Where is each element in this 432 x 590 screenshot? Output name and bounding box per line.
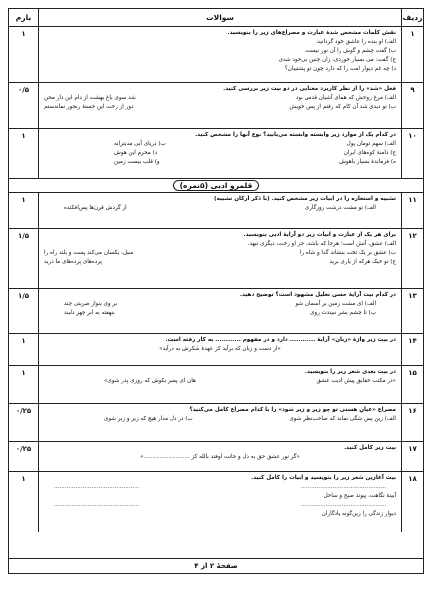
option: د) محرم این هوش [114,150,158,156]
question-score: ۰/۵ [9,83,39,128]
question-row [9,472,423,532]
hemistich: سیل، یکسان می‌کند پست و بلند راه را [44,250,134,256]
question-row [9,289,423,334]
question-row [9,129,423,179]
question-score: ۰/۲۵ [9,404,39,441]
verse-pair [44,94,396,103]
question-body [39,366,401,403]
question-number: ۱ [401,27,423,82]
hemistich: ج) تو خیک هرکه از یاری برید [329,259,396,265]
verse-pair [44,377,396,386]
hemistich: ب) عشق بر یک تخت بنشاند گدا و شاه را [299,250,396,256]
page-footer: صفحهٔ ۲ از ۴ [9,558,423,573]
question-number: ۱۶ [401,404,423,441]
question-text: مصراع «عیانِ هستی تو چو زیر و زبر شود» را با کدام مصراع کامل می‌کنید؟ [189,407,396,413]
question-score: ۱/۵ [9,289,39,333]
question-text: بیت زیر کامل کنید. [344,445,396,451]
header-title: سوالات [206,13,234,22]
option-pair [44,158,396,167]
question-text: بیت آغازین شعر زیر را بنویسید و ابیات را کامل کنید. [251,475,396,481]
answer-blank: ................................................ [54,502,140,508]
question-line: آیینهٔ نگاهت، پیوند صبح و ساحل [323,493,396,499]
question-score: ۱ [9,472,39,532]
verse-pair [44,258,396,267]
question-body [39,289,401,333]
question-number: ۱۰ [401,129,423,178]
question-score: ۱/۵ [9,229,39,288]
option: ب) دریای آبی مدیترانه [114,141,166,147]
hemistich: شد سوی باغ بهشت از دام این دار محن [44,95,136,101]
question-body [39,83,401,128]
question-body [39,334,401,365]
question-line: د) چه غم دیوار امت را که دارد چون تو پشتیبان؟ [284,66,396,72]
question-score: ۰/۲۵ [9,442,39,471]
hemistich: بر وی بنواز ضربتی چند [64,301,118,307]
header-score: بارم [9,9,39,26]
option: الف) زین پس شگی نماند که صاحب‌نظر شوی [289,416,396,422]
question-text: تشبیه و استعاره را در ابیات زیر مشخص کنید. (با ذکر ارکان تشبیه) [213,196,396,202]
hemistich: ب) تو دیدی شد آن کام که رفتم از پس خویش [289,104,396,110]
question-score: ۱ [9,366,39,403]
question-body [39,404,401,441]
question-text: نقش کلمات مشخص شدهٔ عبارت و مصراع‌های زیر را بنویسید. [227,30,396,36]
question-score: ۱ [9,334,39,365]
blank-pair [44,501,396,510]
question-row [9,404,423,442]
question-row [9,193,423,229]
question-body [39,442,401,471]
verse: «از دست و زبان که برآید کز عهدهٔ شکرش به درآید» [159,346,281,352]
question-line: ب) گفت چشم و گوش را آن نور نیست [305,48,396,54]
question-row [9,442,423,472]
question-score: ۱ [9,193,39,228]
question-score: ۱ [9,27,39,82]
question-body [39,229,401,288]
question-body [39,129,401,178]
hemistich: الف) ای مشت زمین بر آسمان شو [295,301,376,307]
question-line: الف) عشق، آتش است؛ هرجا که باشد، جز او رخت، دیگری نبهد. [247,241,396,247]
question-row [9,27,423,83]
option-pair [44,415,396,424]
question-text: در کدام بیت آرایهٔ حسن تعلیل مشهود است؟ توضیح دهید. [239,292,396,298]
question-number: ۱۵ [401,366,423,403]
hemistich: دور از رخت این خستهٔ رنجور نماندستم [44,104,134,110]
hemistich: از گردش قرن‌ها پس‌افکنده [64,205,127,211]
verse-pair [44,300,396,309]
option: الف) سهم تومان پول [346,141,396,147]
question-number: ۱۷ [401,442,423,471]
option: ج) دامنهٔ کوه‌های ایران [343,150,396,156]
answer-blank: ................................................ [300,502,386,508]
question-text: برای هر یک از عبارت و ابیات زیر دو آرایهٔ ادبی بنویسید. [243,232,396,238]
question-score: ۱ [9,129,39,178]
question-row [9,334,423,366]
question-number: ۹ [401,83,423,128]
option: ه) فرماندهٔ بسیار باهوش [339,159,396,165]
question-number: ۱۲ [401,229,423,288]
question-number: ۱۱ [401,193,423,228]
question-line: الف) او بنده را عاشق خود گردانید. [315,39,396,45]
hemistich: «در مکتب حقایق پیش ادیب عشق [316,378,396,384]
question-number: ۱۴ [401,334,423,365]
option: و) قلب بیست زمین [114,159,160,165]
header-number: ردیف [401,9,423,26]
hemistich: الف) مرغ روحش که همای آشیان قدس بود [295,95,396,101]
question-body [39,27,401,82]
question-row [9,229,423,289]
verse-pair [44,249,396,258]
question-number: ۱۸ [401,472,423,532]
exam-sheet [8,8,424,574]
verse: «گر نور عشق حق به دل و جانت اوفتد بالله کز ..........................» [140,454,300,460]
question-text: در کدام یک از موارد زیر وابسته وابسته می‌یابید؟ نوع آنها را مشخص کنید. [195,132,396,138]
question-text: در بیت بعدی شعر زیر را بنویسید. [304,369,396,375]
option-pair [44,149,396,158]
question-text: فعل «شد» را از نظر کاربرد معنایی در دو بیت زیر بررسی کنید. [223,86,396,92]
hemistich: بنهفته به ابر چهر دلبند [64,310,115,316]
option-pair [44,140,396,149]
blank-pair [44,483,396,492]
question-row [9,366,423,404]
answer-blank: ................................................ [54,484,140,490]
question-body [39,193,401,228]
answer-blank: ................................................ [300,484,386,490]
table-header [9,9,423,27]
question-number: ۱۳ [401,289,423,333]
verse-pair [44,103,396,112]
verse-pair [44,309,396,318]
question-row [9,83,423,129]
question-line: دیوار زندگی را زین‌گونه یادگاران [321,511,396,517]
section-heading [9,179,423,193]
hemistich: پرده‌های پرده‌های ما درید [44,259,102,265]
question-line: ج) گفت: می بسیار خوردی، زان چنین بی‌خود شدی [278,57,396,63]
hemistich: الف) تو مشت درشت روزگاری [304,205,376,211]
section-title: قلمرو ادبی (۵نمره) [173,180,260,191]
hemistich: ب) تا چشم بشر نبیندت روی [309,310,376,316]
hemistich: هان ای پسر بکوش که روزی پدر شوی» [104,378,196,384]
verse-pair [44,204,396,213]
option: ب) در دل مدار هیچ که زیر و زبر شوی [104,416,193,422]
question-text: در بیت زیر واژهٔ «زبان» آرایهٔ ............ دارد و در مفهوم ............ به کار رفته است. [165,337,396,343]
question-body [39,472,401,532]
